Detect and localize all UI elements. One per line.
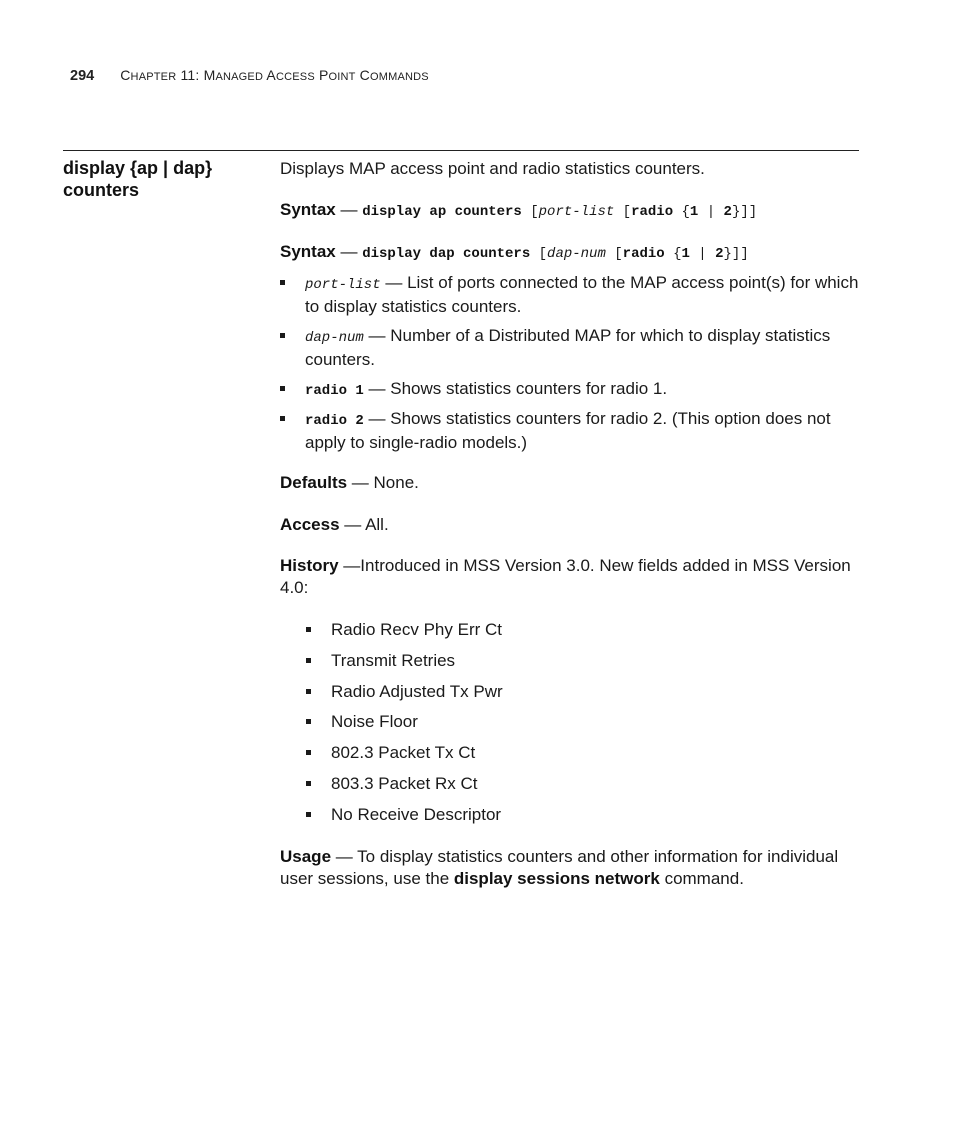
command-heading bbox=[63, 157, 263, 201]
bullet-icon bbox=[306, 689, 311, 694]
bullet-icon bbox=[306, 812, 311, 817]
command-heading-line-1: display {ap | dap} bbox=[63, 158, 213, 178]
syntax-argument: dap-num bbox=[547, 246, 606, 262]
usage-line: Usage — To display statistics counters and other information for individual user sessions, use the display sessions network command. bbox=[280, 847, 839, 888]
syntax-line-dap: Syntax — display dap counters [dap-num [radio {1 | 2}]] bbox=[280, 242, 749, 262]
defaults-line: Defaults — None. bbox=[280, 473, 419, 492]
bullet-icon bbox=[280, 280, 285, 285]
syntax-command: display dap counters bbox=[362, 246, 531, 262]
access-line: Access — All. bbox=[280, 515, 389, 534]
running-header bbox=[70, 67, 429, 84]
section-divider bbox=[63, 150, 859, 151]
bullet-icon bbox=[280, 386, 285, 391]
chapter-title: CHAPTER 11: MANAGED ACCESS POINT COMMANDS bbox=[120, 67, 429, 83]
syntax-command: display ap counters bbox=[362, 204, 522, 220]
page-number: 294 bbox=[70, 68, 95, 84]
history-line: History —Introduced in MSS Version 3.0. New fields added in MSS Version 4.0: bbox=[280, 556, 851, 597]
bullet-icon bbox=[280, 333, 285, 338]
bullet-icon bbox=[280, 416, 285, 421]
bullet-icon bbox=[306, 781, 311, 786]
bullet-icon bbox=[306, 627, 311, 632]
usage-command: display sessions network bbox=[453, 869, 660, 888]
bullet-icon bbox=[306, 719, 311, 724]
command-description: Displays MAP access point and radio statistics counters. bbox=[280, 159, 705, 178]
command-heading-line-2: counters bbox=[63, 180, 140, 200]
bullet-icon bbox=[306, 750, 311, 755]
bullet-icon bbox=[306, 658, 311, 663]
syntax-line-ap: Syntax — display ap counters [port-list [radio {1 | 2}]] bbox=[280, 200, 758, 220]
syntax-argument: port-list bbox=[538, 204, 615, 220]
